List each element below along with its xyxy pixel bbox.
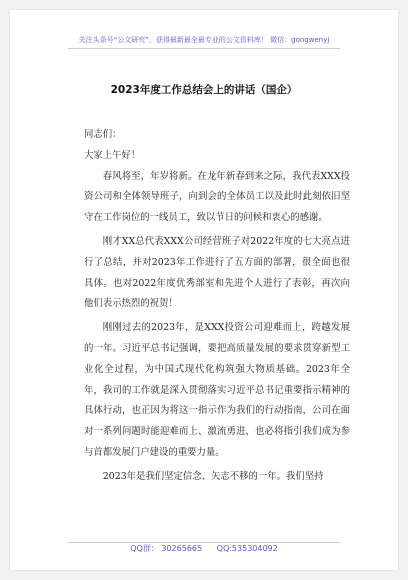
paragraph: 刚才XX总代表XXX公司经营班子对2022年度的七大亮点进行了总结，并对2023年工作进行了五方面的部署，很全面也很具体。也对2022年度优秀部室和先进个人进行了表彰，再次向他们表示热烈的祝贺！ (84, 235, 350, 310)
document-title: 2023年度工作总结会上的讲话（国企） (110, 84, 298, 96)
document-page (10, 10, 398, 570)
footer-qq-contact: QQ:535304092 (216, 544, 278, 553)
paragraph: 刚刚过去的2023年，是XXX投资公司迎难而上，跨越发展的一年。习近平总书记强调，要把高质量发展的要求贯穿新型工业化全过程，为中国式现代化构筑强大物质基础。2023年全年，我司的工作就是深入贯彻落实习近平总书记重要指示精神的具体行动，也正因为将这一指示作为我们的行动指南，公司在面对一系列问题时能迎难而上、激流勇进，也必将指引我们成为参与首都发展门户建设的重要力量。 (84, 322, 350, 458)
document-body (84, 125, 350, 491)
greeting: 大家上午好！ (84, 149, 141, 161)
salutation: 同志们： (84, 129, 122, 140)
footer (10, 543, 398, 554)
paragraph: 2023年是我们坚定信念、矢志不移的一年。我们坚持 (102, 470, 324, 482)
paragraph: 春风将至，年岁将新。在龙年新春到来之际，我代表XXX投资公司和全体领导班子，向到会的全体员工以及此时此刻依旧坚守在工作岗位的一线员工，致以节日的问候和衷心的感谢。 (84, 170, 350, 224)
header-note: 关注头条号“公文研究”，获得最新最全最专业的公文资料库！ 微信：gongwenyj (78, 36, 330, 44)
header-divider (68, 48, 340, 49)
footer-qq-group: QQ群： 30265665 (130, 544, 203, 553)
